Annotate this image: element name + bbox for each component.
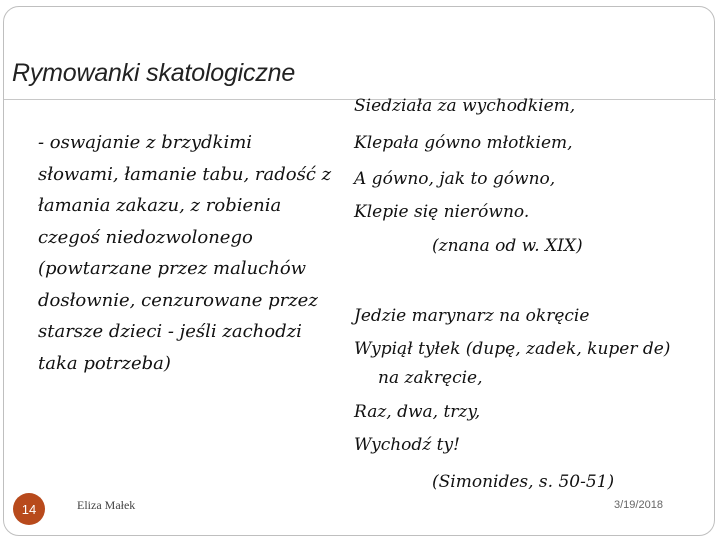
rhyme2-line-3: na zakręcie, [378, 368, 483, 388]
page-number: 14 [21, 501, 37, 517]
rhyme1-line-4: Klepie się nierówno. [354, 202, 530, 222]
rhyme2-line-4: Raz, dwa, trzy, [354, 402, 481, 422]
rhyme1-source: (znana od w. XIX) [432, 236, 583, 256]
footer-author: Eliza Małek [77, 498, 136, 512]
slide-title: Rymowanki skatologiczne [12, 59, 296, 87]
rhyme2-line-5: Wychodź ty! [354, 435, 460, 455]
rhyme1-line-3: A gówno, jak to gówno, [354, 169, 556, 189]
footer-date: 3/19/2018 [614, 499, 663, 511]
rhyme2-source: (Simonides, s. 50-51) [432, 472, 615, 492]
left-text-block: - oswajanie z brzydkimi słowami, łamanie tabu, radość z łamania zakazu, z robienia czegoś niedozwolonego (powtarzane przez maluchów dosłownie, cenzurowane przez starsze dzieci - jeśli zachodzi taka potrzeba) [38, 132, 332, 374]
rhyme2-line-2: Wypiął tyłek (dupę, zadek, kuper de) [354, 339, 671, 359]
rhyme1-line-2: Klepała gówno młotkiem, [354, 133, 573, 153]
page-number-badge [13, 493, 45, 525]
rhyme2-line-1: Jedzie marynarz na okręcie [354, 306, 590, 326]
rhyme1-line-1: Siedziała za wychodkiem, [354, 96, 576, 116]
